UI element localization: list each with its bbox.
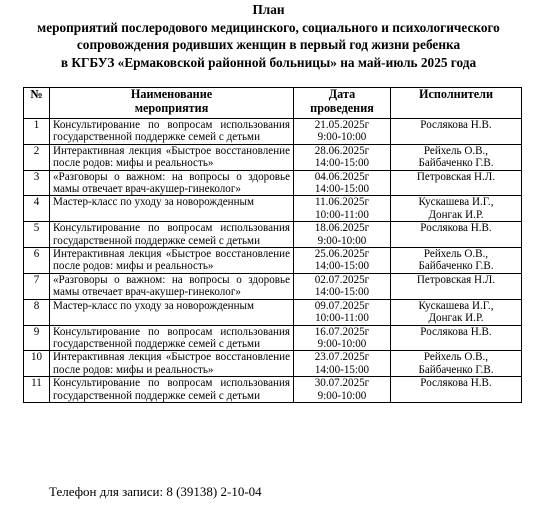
event-name: «Разговоры о важном: на вопросы о здоровье мамы отвечает врач-акушер-гинеколог» [50,273,294,299]
document-header [0,1,537,71]
event-name: Мастер-класс по уходу за новорожденным [50,299,294,325]
row-number: 3 [24,170,50,196]
table-row [24,222,522,248]
table-header-row [24,88,522,119]
event-date: 11.06.2025г 10:00-11:00 [294,196,391,222]
table-row [24,299,522,325]
table-row [24,144,522,170]
column-header-date: Дата проведения [294,88,391,119]
row-number: 9 [24,325,50,351]
event-name: «Разговоры о важном: на вопросы о здоровье мамы отвечает врач-акушер-гинеколог» [50,170,294,196]
row-number: 7 [24,273,50,299]
event-name: Мастер-класс по уходу за новорожденным [50,196,294,222]
column-header-responsible: Исполнители [391,88,522,119]
event-responsible: Петровская Н.Л. [391,170,522,196]
event-name: Интерактивная лекция «Быстрое восстановление после родов: мифы и реальность» [50,144,294,170]
event-date: 18.06.2025г 9:00-10:00 [294,222,391,248]
event-responsible: Рослякова Н.В. [391,377,522,403]
event-name: Интерактивная лекция «Быстрое восстановление после родов: мифы и реальность» [50,351,294,377]
event-name: Консультирование по вопросам использования государственной поддержке семей с детьми [50,119,294,145]
document-subtitle-line-1: мероприятий послеродового медицинского, социального и психологического [37,19,500,35]
event-responsible: Рейхель О.В., Байбаченко Г.В. [391,144,522,170]
row-number: 2 [24,144,50,170]
event-responsible: Рослякова Н.В. [391,325,522,351]
row-number: 8 [24,299,50,325]
row-number: 4 [24,196,50,222]
table-row [24,377,522,403]
table-row [24,119,522,145]
row-number: 6 [24,248,50,274]
document-subtitle-line-3: в КГБУЗ «Ермаковской районной больницы» на май-июль 2025 года [60,54,477,70]
table-row [24,273,522,299]
event-date: 16.07.2025г 9:00-10:00 [294,325,391,351]
event-date: 04.06.2025г 14:00-15:00 [294,170,391,196]
table-body [24,119,522,403]
event-date: 30.07.2025г 9:00-10:00 [294,377,391,403]
event-date: 09.07.2025г 10:00-11:00 [294,299,391,325]
event-date: 23.07.2025г 14:00-15:00 [294,351,391,377]
document-subtitle-line-2: сопровождения родивших женщин в первый год жизни ребенка [76,37,461,52]
column-header-event: Наименование мероприятия [50,88,294,119]
event-responsible: Рейхель О.В., Байбаченко Г.В. [391,248,522,274]
event-name: Интерактивная лекция «Быстрое восстановление после родов: мифы и реальность» [50,248,294,274]
event-responsible: Кускашева И.Г., Донгак И.Р. [391,196,522,222]
event-date: 21.05.2025г 9:00-10:00 [294,119,391,145]
event-responsible: Рейхель О.В., Байбаченко Г.В. [391,351,522,377]
table-row [24,351,522,377]
event-responsible: Петровская Н.Л. [391,273,522,299]
document-title: План [252,2,285,17]
table-row [24,325,522,351]
row-number: 5 [24,222,50,248]
row-number: 1 [24,119,50,145]
row-number: 11 [24,377,50,403]
event-date: 28.06.2025г 14:00-15:00 [294,144,391,170]
event-responsible: Рослякова Н.В. [391,119,522,145]
event-responsible: Рослякова Н.В. [391,222,522,248]
row-number: 10 [24,351,50,377]
event-name: Консультирование по вопросам использования государственной поддержке семей с детьми [50,222,294,248]
table-row [24,170,522,196]
event-name: Консультирование по вопросам использования государственной поддержке семей с детьми [50,325,294,351]
column-header-number: № [24,88,50,119]
events-table [23,87,522,403]
event-date: 25.06.2025г 14:00-15:00 [294,248,391,274]
event-name: Консультирование по вопросам использования государственной поддержке семей с детьми [50,377,294,403]
table-row [24,248,522,274]
phone-line: Телефон для записи: 8 (39138) 2-10-04 [49,484,262,499]
event-responsible: Кускашева И.Г., Донгак И.Р. [391,299,522,325]
table-row [24,196,522,222]
event-date: 02.07.2025г 14:00-15:00 [294,273,391,299]
